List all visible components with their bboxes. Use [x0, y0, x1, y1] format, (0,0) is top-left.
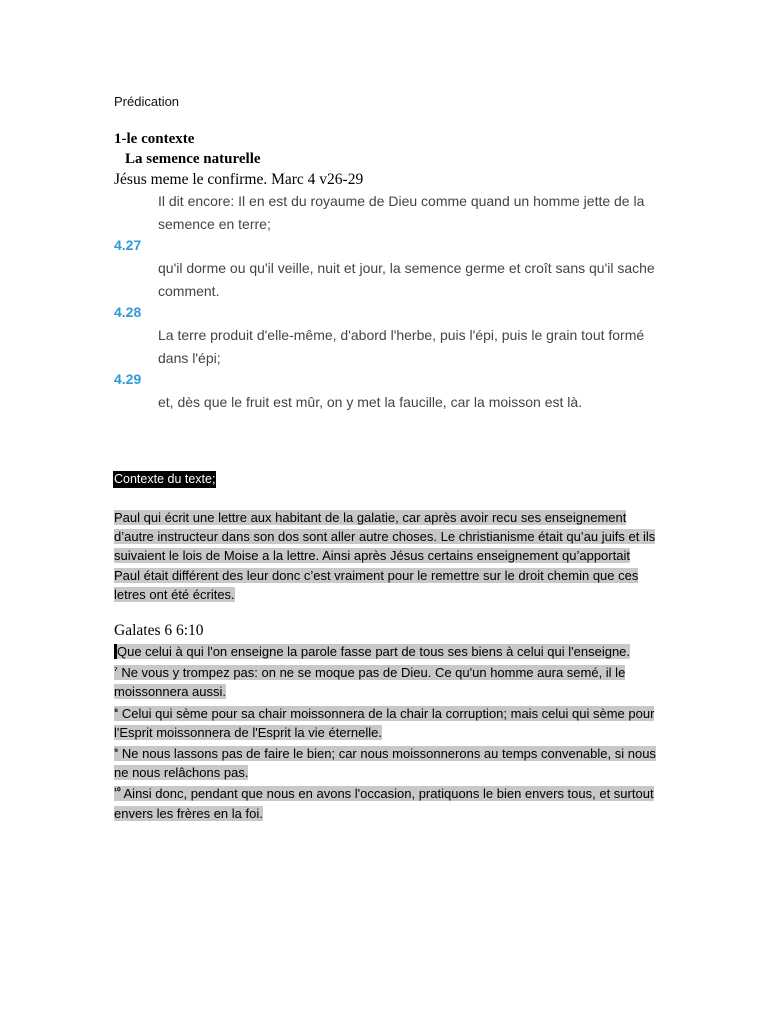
- galates-passage: [114, 642, 659, 823]
- heading-semence: La semence naturelle: [125, 151, 261, 167]
- heading-context: 1-le contexte: [114, 131, 195, 147]
- galates-verse-text: Ainsi donc, pendant que nous en avons l'occasion, pratiquons le bien envers tous, et surtout envers les frères en la foi.: [114, 786, 654, 821]
- galates-verse-text: Ne vous y trompez pas: on ne se moque pas de Dieu. Ce qu'un homme aura semé, il le moissonnera aussi.: [114, 665, 626, 700]
- context-paragraph: [114, 508, 659, 604]
- galates-reference: Galates 6 6:10: [114, 622, 204, 639]
- context-paragraph-text: Paul qui écrit une lettre aux habitant de la galatie, car après avoir recu ses enseignement d’autre instructeur dans son dos sont aller autre choses. Le christianisme était qu’au juifs et ils suivaient le lois de Moise a la lettre. Ainsi après Jésus certains enseignement qu’apportait Paul était différent des leur donc c’est vraiment pour le remettre sur le droit chemin que ces letres ont été écrites.: [114, 510, 656, 602]
- verse-number: 4.29: [114, 371, 142, 387]
- context-label: Contexte du texte;: [114, 472, 216, 486]
- verse-text: Il dit encore: Il en est du royaume de Dieu comme quand un homme jette de la semence en terre;: [158, 193, 645, 232]
- verse-number: 4.27: [114, 237, 142, 253]
- galates-verse-number: ¹⁰: [114, 786, 121, 797]
- intro-line: Jésus meme le confirme. Marc 4 v26-29: [114, 171, 364, 188]
- galates-verse-number: ⁸: [114, 705, 119, 716]
- document-title: Prédication: [114, 94, 180, 109]
- galates-verse-text: Celui qui sème pour sa chair moissonnera de la chair la corruption; mais celui qui sème pour l'Esprit moissonnera de l'Esprit la vie éternelle.: [114, 705, 655, 740]
- galates-verse-number: ⁷: [114, 665, 118, 676]
- verse-number: 4.28: [114, 304, 142, 320]
- galates-verse-number: ⁹: [114, 746, 119, 757]
- galates-verse-text: Que celui à qui l'on enseigne la parole fasse part de tous ses biens à celui qui l'enseigne.: [117, 644, 631, 659]
- verse-text: La terre produit d'elle-même, d'abord l'herbe, puis l'épi, puis le grain tout formé dans l'épi;: [158, 327, 645, 366]
- verse-text: qu'il dorme ou qu'il veille, nuit et jour, la semence germe et croît sans qu'il sache comment.: [158, 260, 655, 299]
- verse-text: et, dès que le fruit est mûr, on y met la faucille, car la moisson est là.: [158, 394, 583, 410]
- galates-verse-text: Ne nous lassons pas de faire le bien; car nous moissonnerons au temps convenable, si nous ne nous relâchons pas.: [114, 746, 656, 781]
